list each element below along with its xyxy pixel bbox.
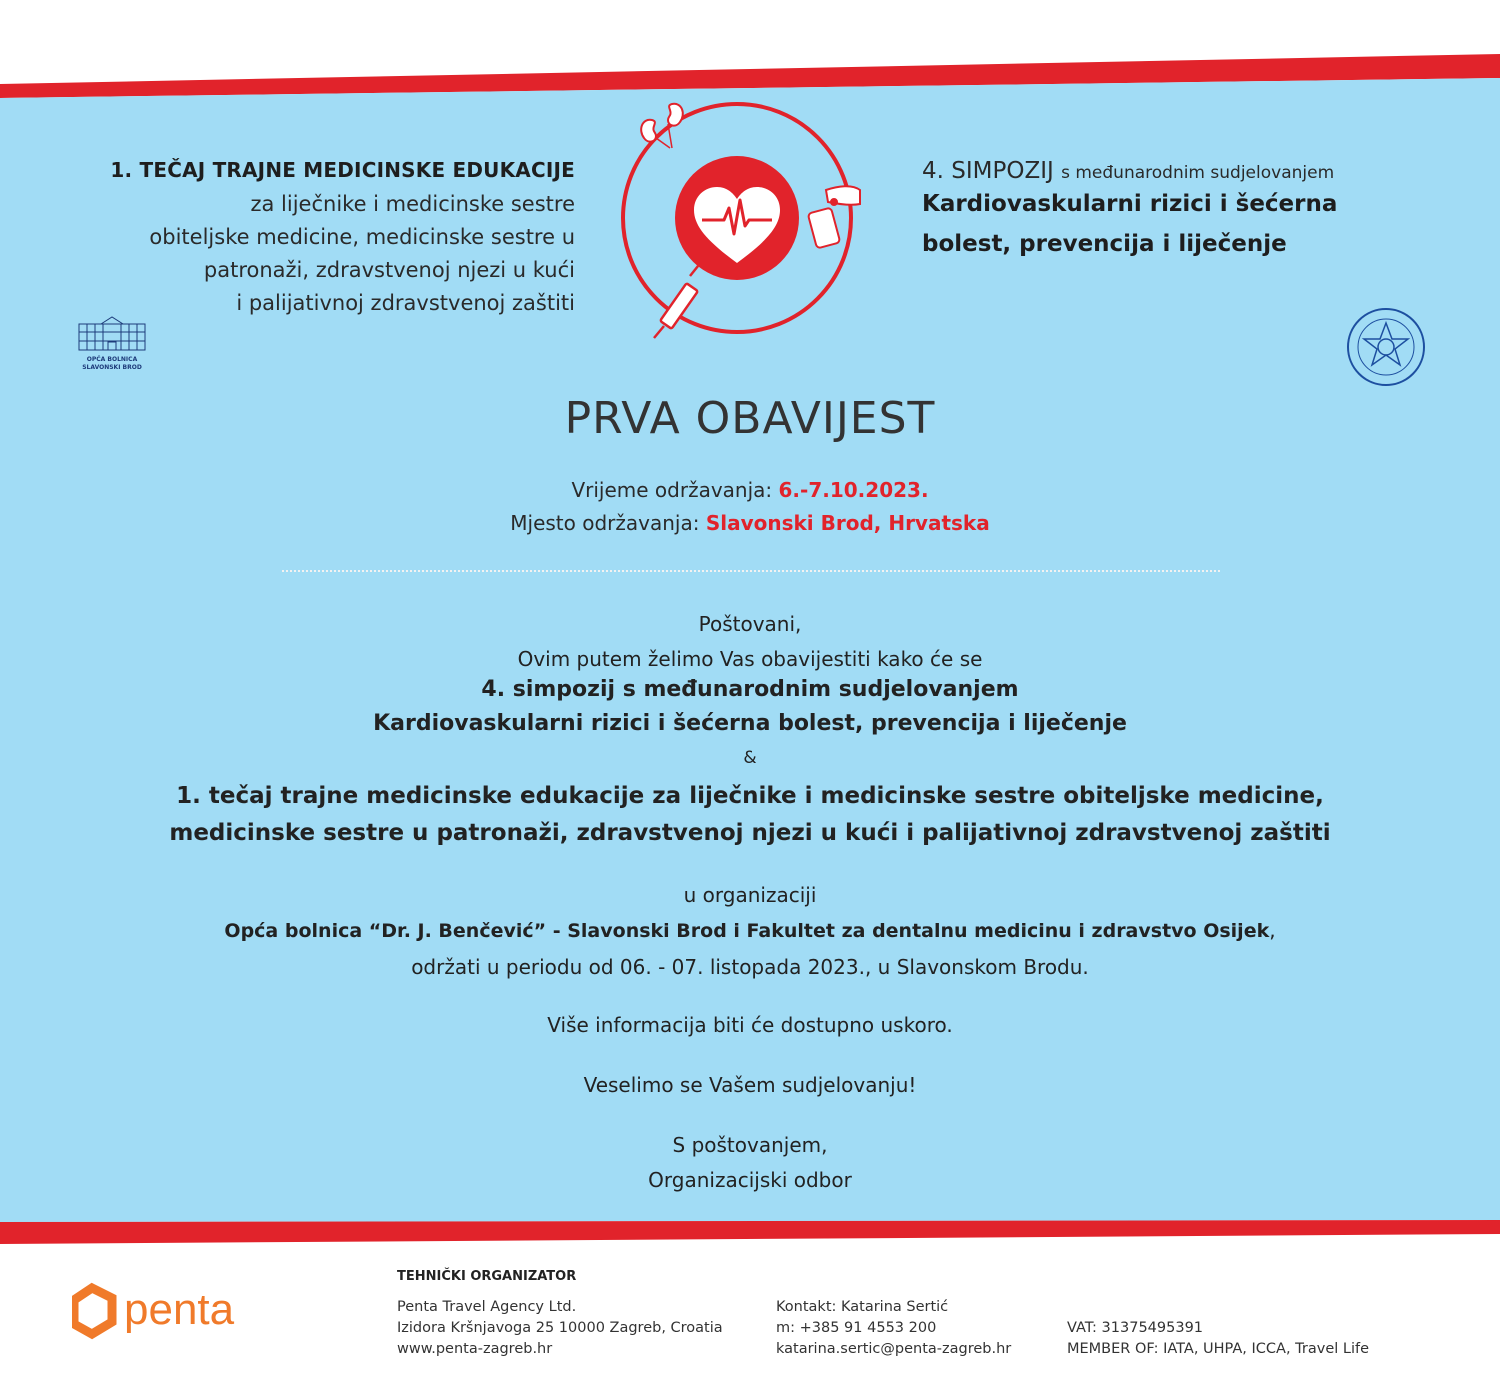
hospital-logo: [72, 316, 152, 372]
symposium-announce-line1: 4. simpozij s međunarodnim sudjelovanjem: [481, 677, 1019, 702]
organizers-line: [0, 918, 1500, 942]
greeting: Poštovani,: [698, 612, 802, 636]
symposium-subtitle: s međunarodnim sudjelovanjem: [1061, 163, 1335, 183]
contact-email-link[interactable]: katarina.sertic@penta-zagreb.hr: [776, 1341, 1012, 1357]
event-place: [0, 511, 1500, 535]
symposium-number: 4. SIMPOZIJ: [922, 158, 1054, 184]
vat-number: VAT: 31375495391: [1067, 1320, 1204, 1336]
event-time: [0, 478, 1500, 502]
organizers-comma: ,: [1269, 918, 1276, 942]
company-website-link[interactable]: www.penta-zagreb.hr: [397, 1341, 553, 1357]
organizers: Opća bolnica “Dr. J. Benčević” - Slavonski Brod i Fakultet za dentalnu medicinu i zdravstvo Osijek: [224, 920, 1270, 942]
technical-organizer-label: TEHNIČKI ORGANIZATOR: [397, 1269, 577, 1284]
course-block: [40, 158, 575, 320]
signature-text: Organizacijski odbor: [648, 1168, 852, 1192]
organization-intro: u organizaciji: [683, 883, 817, 907]
course-announce-line2: medicinske sestre u patronaži, zdravstvenoj njezi u kući i palijativnoj zdravstvenoj zaštiti: [169, 820, 1331, 846]
page-title: PRVA OBAVIJEST: [564, 393, 936, 444]
course-line: obiteljske medicine, medicinske sestre u: [149, 225, 575, 249]
company-address: Izidora Kršnjavoga 25 10000 Zagreb, Croatia: [397, 1320, 723, 1336]
course-line: patronaži, zdravstvenoj njezi u kući: [203, 258, 575, 282]
penta-logo: [72, 1282, 322, 1342]
hospital-logo-line2: SLAVONSKI BROD: [82, 364, 142, 371]
penta-brand-text: penta: [124, 1285, 235, 1334]
course-title: 1. TEČAJ TRAJNE MEDICINSKE EDUKACIJE: [110, 158, 575, 182]
intro-text: Ovim putem želimo Vas obavijestiti kako će se: [517, 647, 983, 671]
emblem: [612, 98, 862, 348]
contact-column: [776, 1297, 1011, 1360]
more-info-text: Više informacija biti će dostupno uskoro.: [547, 1013, 953, 1037]
course-line: za liječnike i medicinske sestre: [250, 192, 575, 216]
company-name: Penta Travel Agency Ltd.: [397, 1299, 577, 1315]
memberships: MEMBER OF: IATA, UHPA, ICCA, Travel Life: [1067, 1341, 1370, 1357]
ampersand: &: [743, 748, 757, 768]
event-time-label: Vrijeme održavanja:: [571, 478, 773, 502]
event-time-value: 6.-7.10.2023.: [778, 478, 929, 502]
looking-forward-text: Veselimo se Vašem sudjelovanju!: [583, 1073, 917, 1097]
kidneys-icon: [641, 104, 683, 148]
course-line: i palijativnoj zdravstvenoj zaštiti: [236, 291, 575, 315]
legal-column: [1067, 1318, 1369, 1360]
regards-text: S poštovanjem,: [672, 1133, 828, 1157]
dotted-divider: [282, 570, 1220, 572]
symposium-name-line1: Kardiovaskularni rizici i šećerna: [922, 191, 1338, 217]
symposium-heading: [922, 158, 1442, 184]
symposium-announce-line2: Kardiovaskularni rizici i šećerna bolest, prevencija i liječenje: [373, 711, 1127, 736]
contact-phone[interactable]: m: +385 91 4553 200: [776, 1320, 937, 1336]
hospital-logo-line1: OPĆA BOLNICA: [86, 356, 138, 363]
symposium-block: [922, 158, 1442, 264]
hospital-building-icon: [77, 316, 147, 352]
event-place-value: Slavonski Brod, Hrvatska: [705, 511, 990, 535]
bottom-red-stripe: [0, 1220, 1500, 1244]
faculty-seal-icon: [1344, 305, 1428, 389]
company-column: [397, 1297, 723, 1360]
penta-mark-icon: [74, 1288, 112, 1334]
event-period: održati u periodu od 06. - 07. listopada 2023., u Slavonskom Brodu.: [411, 955, 1089, 979]
event-place-label: Mjesto održavanja:: [510, 511, 700, 535]
contact-person: Kontakt: Katarina Sertić: [776, 1299, 949, 1315]
course-announce-line1: 1. tečaj trajne medicinske edukacije za liječnike i medicinske sestre obiteljske medicine,: [176, 783, 1324, 809]
symposium-name-line2: bolest, prevencija i liječenje: [922, 231, 1287, 257]
